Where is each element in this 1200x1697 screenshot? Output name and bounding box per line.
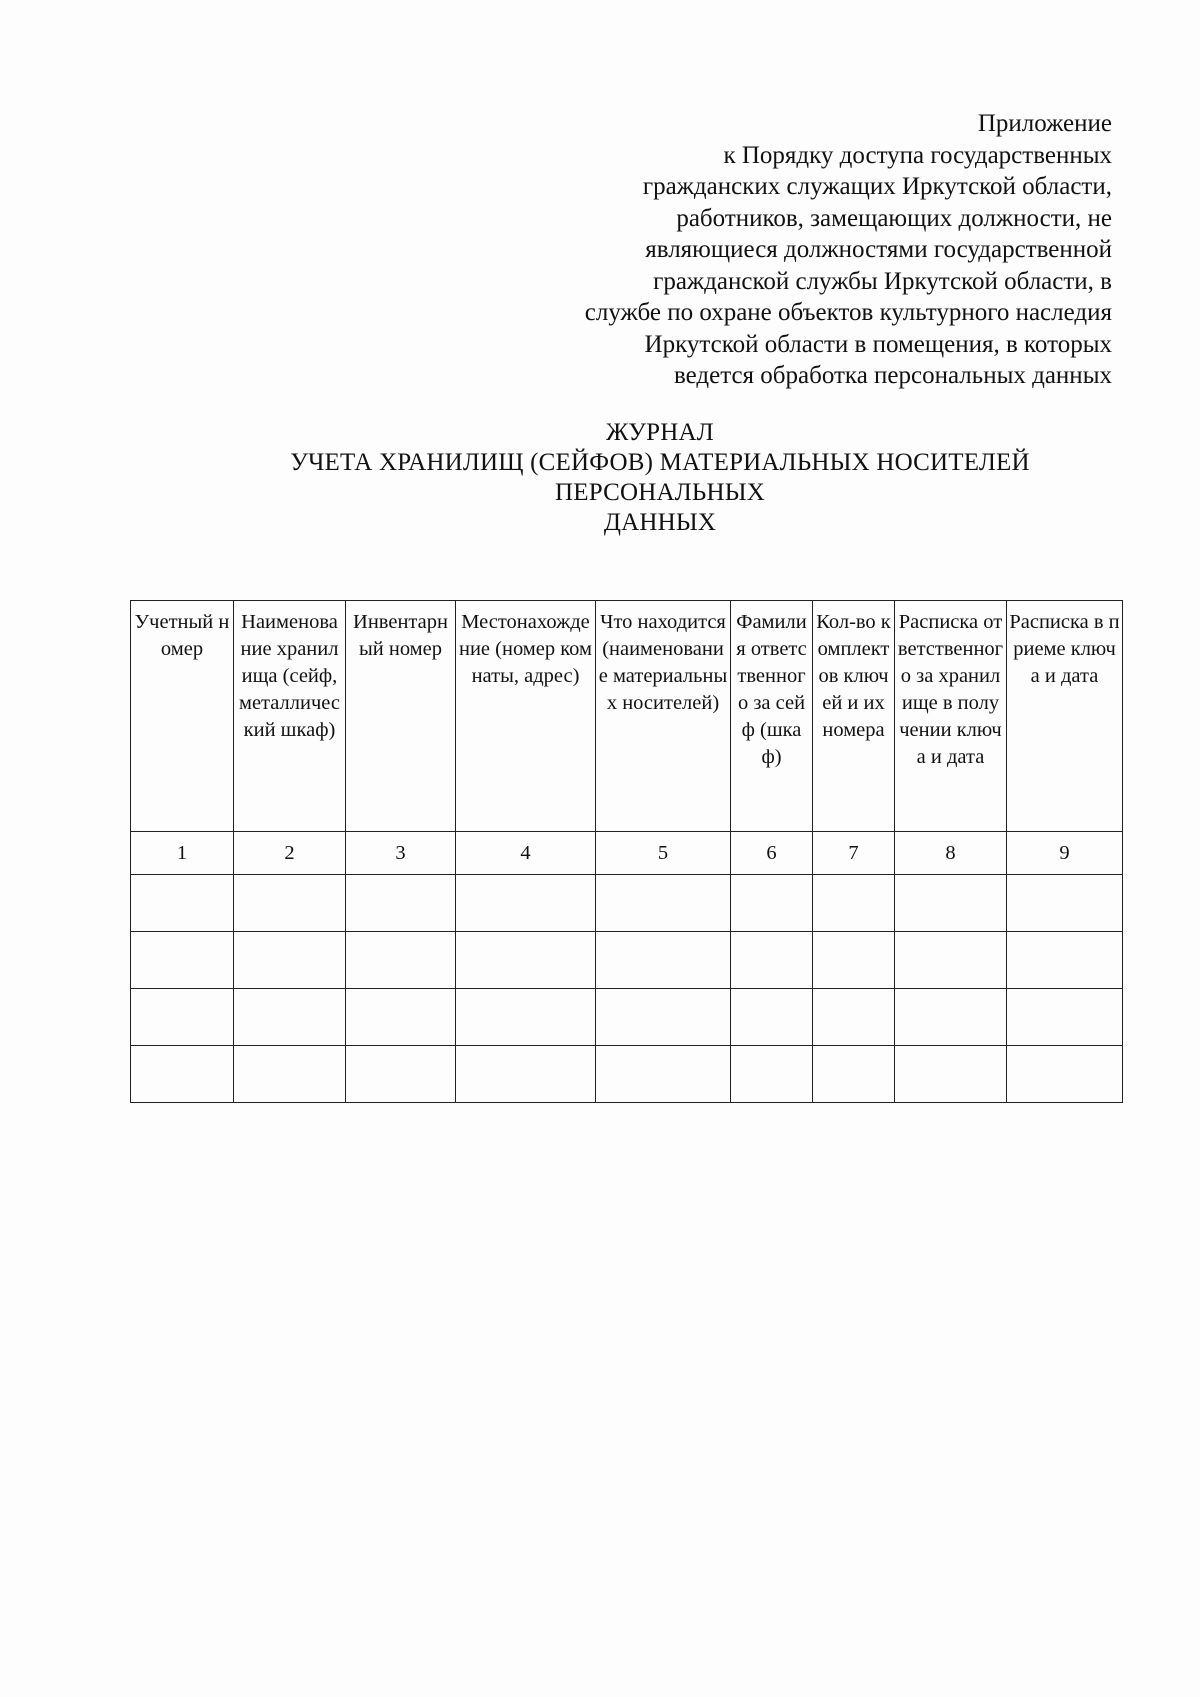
- table-cell: [596, 1046, 731, 1103]
- table-cell: [596, 932, 731, 989]
- appendix-line: службе по охране объектов культурного наследия: [584, 299, 1112, 326]
- table-cell: [895, 932, 1007, 989]
- journal-title: [200, 418, 1120, 538]
- header-cell: Кол-во комплектов ключей и их номера: [813, 601, 895, 832]
- appendix-line: гражданской службы Иркутской области, в: [653, 267, 1112, 295]
- column-number-cell: 3: [346, 832, 456, 875]
- title-line: ЖУРНАЛ: [606, 419, 714, 446]
- table-cell: [1007, 989, 1123, 1046]
- table-cell: [731, 875, 813, 932]
- table-header-row: [131, 601, 1123, 832]
- appendix-line: к Порядку доступа государственных: [723, 141, 1112, 169]
- table-cell: [456, 932, 596, 989]
- header-cell: Местонахождение (номер комнаты, адрес): [456, 601, 596, 832]
- table-cell: [234, 932, 346, 989]
- appendix-line: Приложение: [977, 110, 1112, 137]
- table-cell: [813, 1046, 895, 1103]
- title-line: ПЕРСОНАЛЬНЫХ: [555, 479, 765, 506]
- table-cell: [813, 989, 895, 1046]
- table-cell: [131, 932, 234, 989]
- table-cell: [456, 875, 596, 932]
- column-number-cell: 8: [895, 832, 1007, 875]
- table-cell: [346, 989, 456, 1046]
- table-cell: [731, 932, 813, 989]
- appendix-line: ведется обработка персональных данных: [673, 362, 1112, 389]
- column-number-cell: 2: [234, 832, 346, 875]
- table-cell: [596, 989, 731, 1046]
- header-cell: Расписка в приеме ключа и дата: [1007, 601, 1123, 832]
- column-number-cell: 6: [731, 832, 813, 875]
- table-cell: [813, 875, 895, 932]
- table-cell: [1007, 1046, 1123, 1103]
- column-number-cell: 4: [456, 832, 596, 875]
- header-cell: Фамилия ответственного за сейф (шкаф): [731, 601, 813, 832]
- journal-table: [130, 600, 1123, 1103]
- column-number-cell: 9: [1007, 832, 1123, 875]
- table-row: [131, 932, 1123, 989]
- appendix-line: являющиеся должностями государственной: [645, 236, 1112, 263]
- table-cell: [1007, 875, 1123, 932]
- column-number-cell: 5: [596, 832, 731, 875]
- appendix-line: работников, замещающих должности, не: [676, 204, 1112, 232]
- table-cell: [731, 989, 813, 1046]
- table-cell: [234, 875, 346, 932]
- table-row: [131, 989, 1123, 1046]
- header-cell: Инвентарный номер: [346, 601, 456, 832]
- table-cell: [813, 932, 895, 989]
- table-cell: [456, 989, 596, 1046]
- title-line: УЧЕТА ХРАНИЛИЩ (СЕЙФОВ) МАТЕРИАЛЬНЫХ НОСИТЕЛЕЙ: [290, 449, 1030, 476]
- header-cell: Наименование хранилища (сейф, металлический шкаф): [234, 601, 346, 832]
- appendix-line: Иркутской области в помещения, в которых: [644, 330, 1112, 358]
- column-number-cell: 1: [131, 832, 234, 875]
- table-row: [131, 1046, 1123, 1103]
- column-number-cell: 7: [813, 832, 895, 875]
- table-cell: [895, 1046, 1007, 1103]
- table-cell: [731, 1046, 813, 1103]
- table-cell: [131, 989, 234, 1046]
- table-cell: [346, 875, 456, 932]
- table-cell: [346, 1046, 456, 1103]
- appendix-note: [492, 108, 1112, 392]
- table-cell: [1007, 932, 1123, 989]
- table-cell: [234, 989, 346, 1046]
- header-cell: Расписка ответственного за хранилище в получении ключа и дата: [895, 601, 1007, 832]
- table-cell: [596, 875, 731, 932]
- table-cell: [456, 1046, 596, 1103]
- title-line: ДАННЫХ: [603, 509, 717, 536]
- table-cell: [895, 875, 1007, 932]
- appendix-line: гражданских служащих Иркутской области,: [642, 173, 1112, 200]
- header-cell: Учетный номер: [131, 601, 234, 832]
- table-cell: [234, 1046, 346, 1103]
- table-row: [131, 875, 1123, 932]
- table-cell: [895, 989, 1007, 1046]
- table-cell: [346, 932, 456, 989]
- table-cell: [131, 875, 234, 932]
- column-number-row: [131, 832, 1123, 875]
- header-cell: Что находится (наименование материальных носителей): [596, 601, 731, 832]
- table-cell: [131, 1046, 234, 1103]
